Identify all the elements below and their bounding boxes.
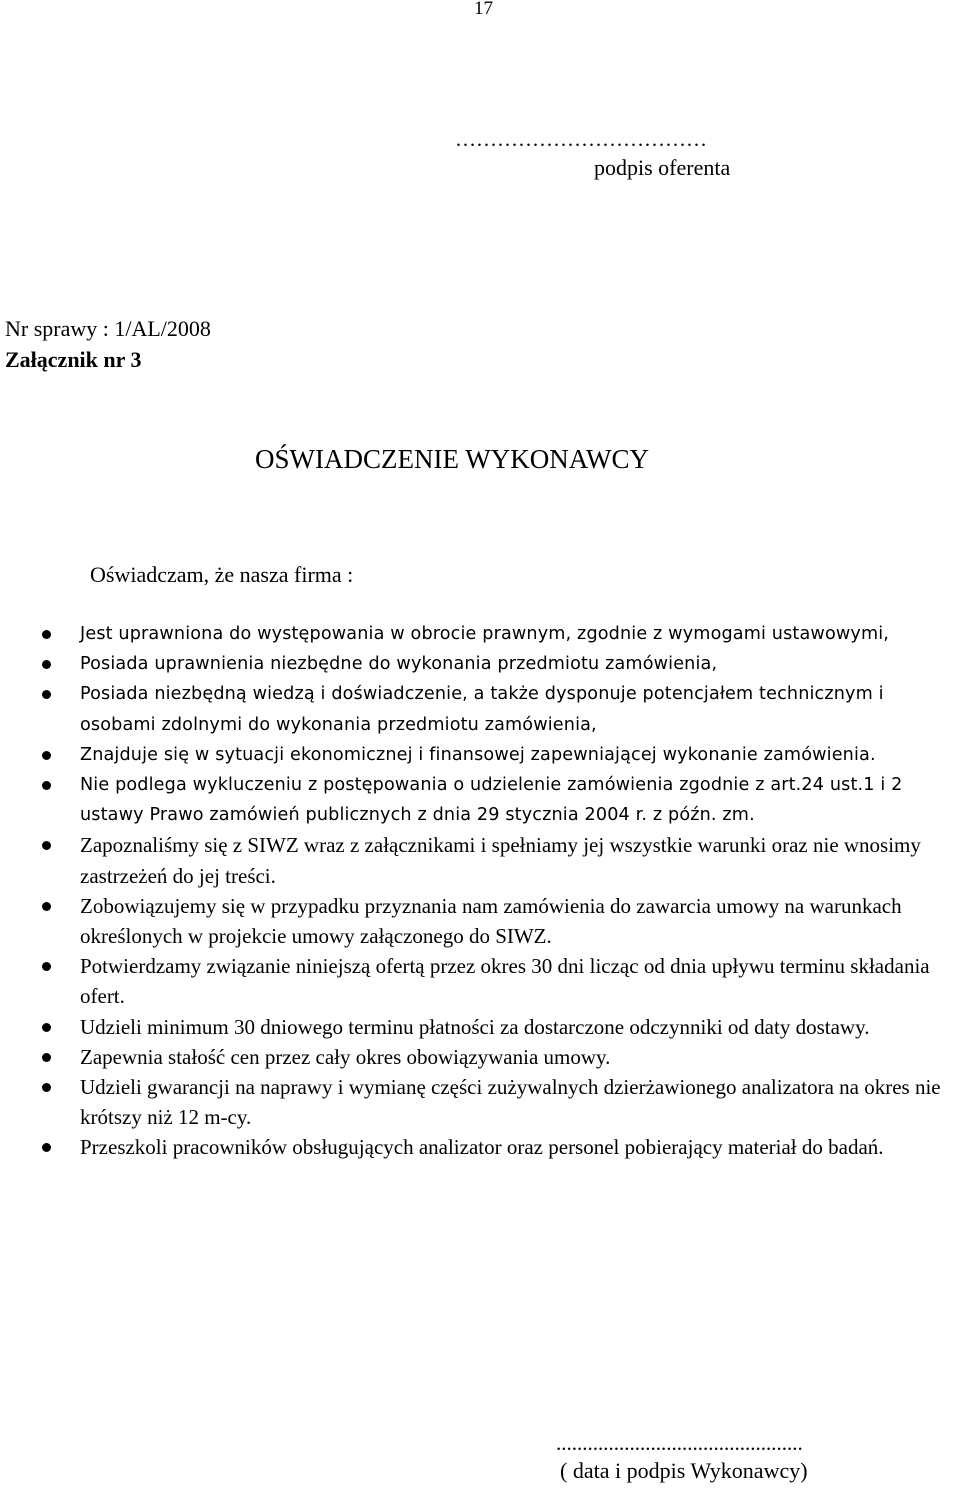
- list-item-text: Jest uprawniona do występowania w obrocie prawnym, zgodnie z wymogami ustawowymi,: [80, 624, 890, 644]
- list-item: [0, 679, 960, 739]
- bullet-icon: [42, 1083, 51, 1092]
- bullet-icon: [42, 660, 51, 669]
- bullet-icon: [42, 1053, 51, 1062]
- list-item-text: Zobowiązujemy się w przypadku przyznania nam zamówienia do zawarcia umowy na warunkach określonych w projekcie umowy załączonego do SIWZ.: [80, 893, 902, 949]
- intro-text: Oświadczam, że nasza firma :: [90, 562, 354, 587]
- bullet-icon: [42, 902, 51, 911]
- bullet-icon: [42, 751, 51, 760]
- list-item-text: Zapoznaliśmy się z SIWZ wraz z załącznikami i spełniamy jej wszystkie warunki oraz nie wnosimy zastrzeżeń do jej treści.: [80, 833, 921, 888]
- list-item-text: Przeszkoli pracowników obsługujących analizator oraz personel pobierający materiał do badań.: [80, 1135, 884, 1160]
- list-item: [0, 1072, 960, 1132]
- list-item-text: Posiada niezbędną wiedzą i doświadczenie, a także dysponuje potencjałem technicznym i osobami zdolnymi do wykonania przedmiotu zamówienia,: [80, 684, 884, 735]
- list-item: [0, 951, 960, 1011]
- page-number: 17: [474, 0, 493, 19]
- bullet-icon: [42, 841, 51, 850]
- list-item: [0, 770, 960, 830]
- declaration-list: [0, 619, 960, 1163]
- list-item-text: Potwierdzamy związanie niniejszą ofertą przez okres 30 dni licząc od dnia upływu terminu składania ofert.: [80, 954, 930, 1009]
- bullet-icon: [42, 962, 51, 971]
- signature-line-top: ………………………………: [455, 127, 707, 151]
- bullet-icon: [42, 690, 51, 699]
- list-item: [0, 1012, 960, 1042]
- bullet-icon: [42, 1023, 51, 1032]
- list-item: [0, 649, 960, 679]
- bullet-icon: [42, 781, 51, 790]
- bullet-icon: [42, 630, 51, 639]
- bullet-icon: [42, 1143, 51, 1152]
- list-item: [0, 891, 960, 951]
- list-item: [0, 740, 960, 770]
- signature-line-bottom: ...............................................: [556, 1431, 803, 1455]
- document-title: OŚWIADCZENIE WYKONAWCY: [255, 444, 650, 474]
- list-item-text: Udzieli gwarancji na naprawy i wymianę części zużywalnych dzierżawionego analizatora na okres nie krótszy niż 12 m-cy.: [80, 1075, 941, 1130]
- annex-label: Załącznik nr 3: [5, 347, 142, 372]
- list-item-text: Zapewnia stałość cen przez cały okres obowiązywania umowy.: [80, 1044, 611, 1069]
- list-item: [0, 830, 960, 890]
- list-item-text: Posiada uprawnienia niezbędne do wykonania przedmiotu zamówienia,: [80, 654, 718, 675]
- list-item: [0, 1042, 960, 1072]
- list-item: [0, 1132, 960, 1162]
- signature-label-top: podpis oferenta: [594, 155, 731, 180]
- list-item-text: Znajduje się w sytuacji ekonomicznej i finansowej zapewniającej wykonanie zamówienia.: [80, 744, 876, 765]
- signature-label-bottom: ( data i podpis Wykonawcy): [560, 1458, 808, 1483]
- case-number: Nr sprawy : 1/AL/2008: [5, 316, 211, 341]
- list-item-text: Nie podlega wykluczeniu z postępowania o udzielenie zamówienia zgodnie z art.24 ust.1 i 2 ustawy Prawo zamówień publicznych z dnia 29 stycznia 2004 r. z późn. zm.: [80, 775, 903, 826]
- list-item: [0, 619, 960, 649]
- list-item-text: Udzieli minimum 30 dniowego terminu płatności za dostarczone odczynniki od daty dostawy.: [80, 1014, 870, 1039]
